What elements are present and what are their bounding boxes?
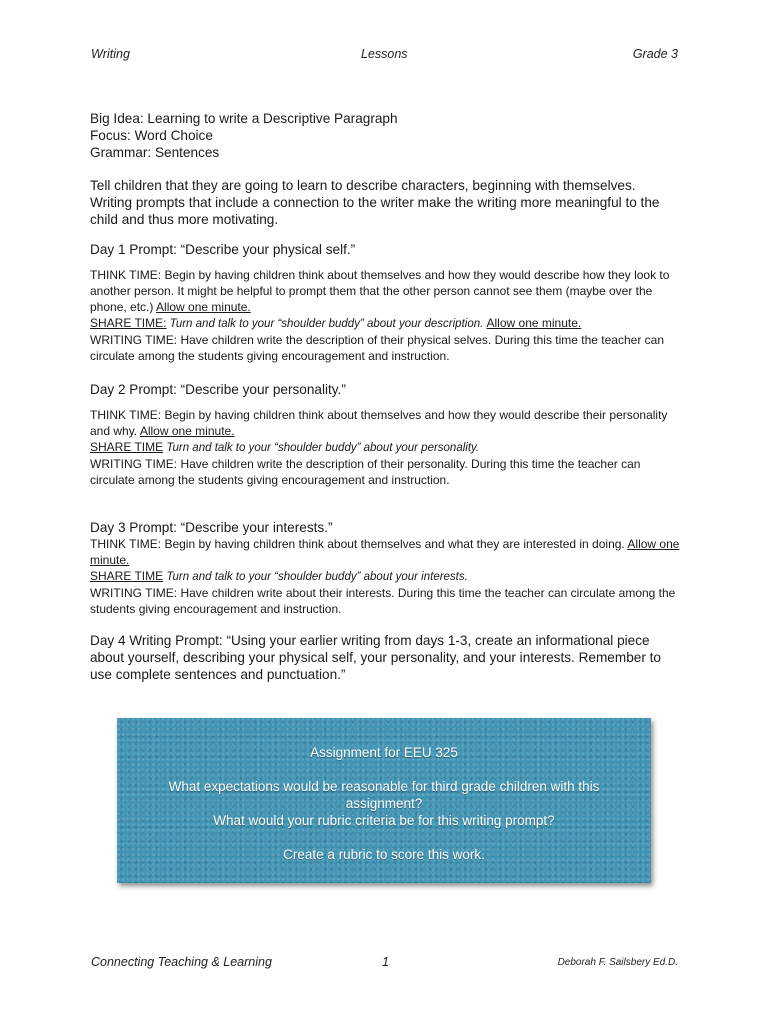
header-section: Lessons (361, 47, 408, 61)
share-label: SHARE TIME (90, 569, 164, 583)
share-label: SHARE TIME (90, 440, 164, 454)
header-subject: Writing (91, 47, 130, 61)
day2-writing (90, 456, 680, 488)
share-text: Turn and talk to your “shoulder buddy” about your description. (166, 318, 487, 330)
writing-text: Have children write the description of their physical selves. During this time the teacher can circulate among the students giving encouragement and instruction. (90, 333, 665, 363)
writing-text: Have children write about their interests. During this time the teacher can circulate among the students giving encouragement and instruction. (90, 586, 676, 616)
lesson-meta (90, 110, 680, 161)
day1-prompt: Day 1 Prompt: “Describe your physical self.” (90, 242, 356, 257)
writing-text: Have children write the description of their personality. During this time the teacher can circulate among the students giving encouragement and instruction. (90, 457, 641, 487)
share-text: Turn and talk to your “shoulder buddy” about your interests. (163, 571, 468, 583)
page-number: 1 (382, 955, 389, 969)
allow-one-minute: Allow one minute. (486, 316, 582, 330)
day1-writing (90, 332, 680, 364)
assignment-question-1: What expectations would be reasonable for third grade children with this assignment? (168, 779, 600, 811)
assignment-title: Assignment for EEU 325 (310, 745, 458, 760)
day4-prompt: Day 4 Writing Prompt: “Using your earlier writing from days 1-3, create an informational piece about yourself, describing your physical self, your personality, and your interests. Remember to use complete sentences and punctuation.” (90, 633, 661, 682)
assignment-question-2: What would your rubric criteria be for this writing prompt? (213, 813, 555, 828)
day3-think (90, 536, 680, 568)
big-idea: Big Idea: Learning to write a Descriptive Paragraph (90, 111, 398, 126)
writing-label: WRITING TIME: (90, 333, 178, 347)
header-grade: Grade 3 (632, 47, 678, 61)
allow-one-minute: Allow one minute. (90, 537, 680, 567)
share-text: Turn and talk to your “shoulder buddy” about your personality. (163, 442, 480, 454)
think-label: THINK TIME: (90, 268, 162, 282)
think-text: Begin by having children think about themselves and how they would describe their personality and why. (90, 408, 668, 438)
share-label: SHARE TIME: (90, 316, 167, 330)
think-label: THINK TIME: (90, 537, 162, 551)
day3-prompt: Day 3 Prompt: “Describe your interests.” (90, 520, 333, 535)
day1-steps (90, 267, 680, 364)
assignment-box (117, 718, 651, 883)
writing-label: WRITING TIME: (90, 457, 178, 471)
think-label: THINK TIME: (90, 408, 162, 422)
day2-think (90, 407, 680, 439)
day3-steps (90, 536, 680, 617)
think-text: Begin by having children think about themselves and how they would describe how they look to another person. It might be helpful to prompt them that the other person cannot see them (maybe over the phone, etc.) (90, 268, 670, 314)
footer-author: Deborah F. Sailsbery Ed.D. (557, 957, 678, 968)
day3-share (90, 568, 680, 585)
assignment-task: Create a rubric to score this work. (283, 847, 485, 862)
day2-prompt: Day 2 Prompt: “Describe your personality.” (90, 382, 346, 397)
allow-one-minute: Allow one minute. (156, 300, 251, 314)
intro-paragraph: Tell children that they are going to learn to describe characters, beginning with themselves. Writing prompts that include a connection to the writer make the writing more meaningful to the child and thus more motivating. (90, 178, 660, 227)
day3-writing (90, 585, 680, 617)
footer-title: Connecting Teaching & Learning (91, 955, 272, 969)
writing-label: WRITING TIME: (90, 586, 178, 600)
think-text: Begin by having children think about themselves and what they are interested in doing. (161, 537, 628, 551)
allow-one-minute: Allow one minute. (139, 424, 235, 438)
focus: Focus: Word Choice (90, 128, 213, 143)
day2-steps (90, 407, 680, 488)
day2-share (90, 439, 680, 456)
lesson-content (90, 110, 680, 683)
day1-think (90, 267, 680, 315)
day1-share (90, 315, 680, 332)
grammar: Grammar: Sentences (90, 145, 220, 160)
